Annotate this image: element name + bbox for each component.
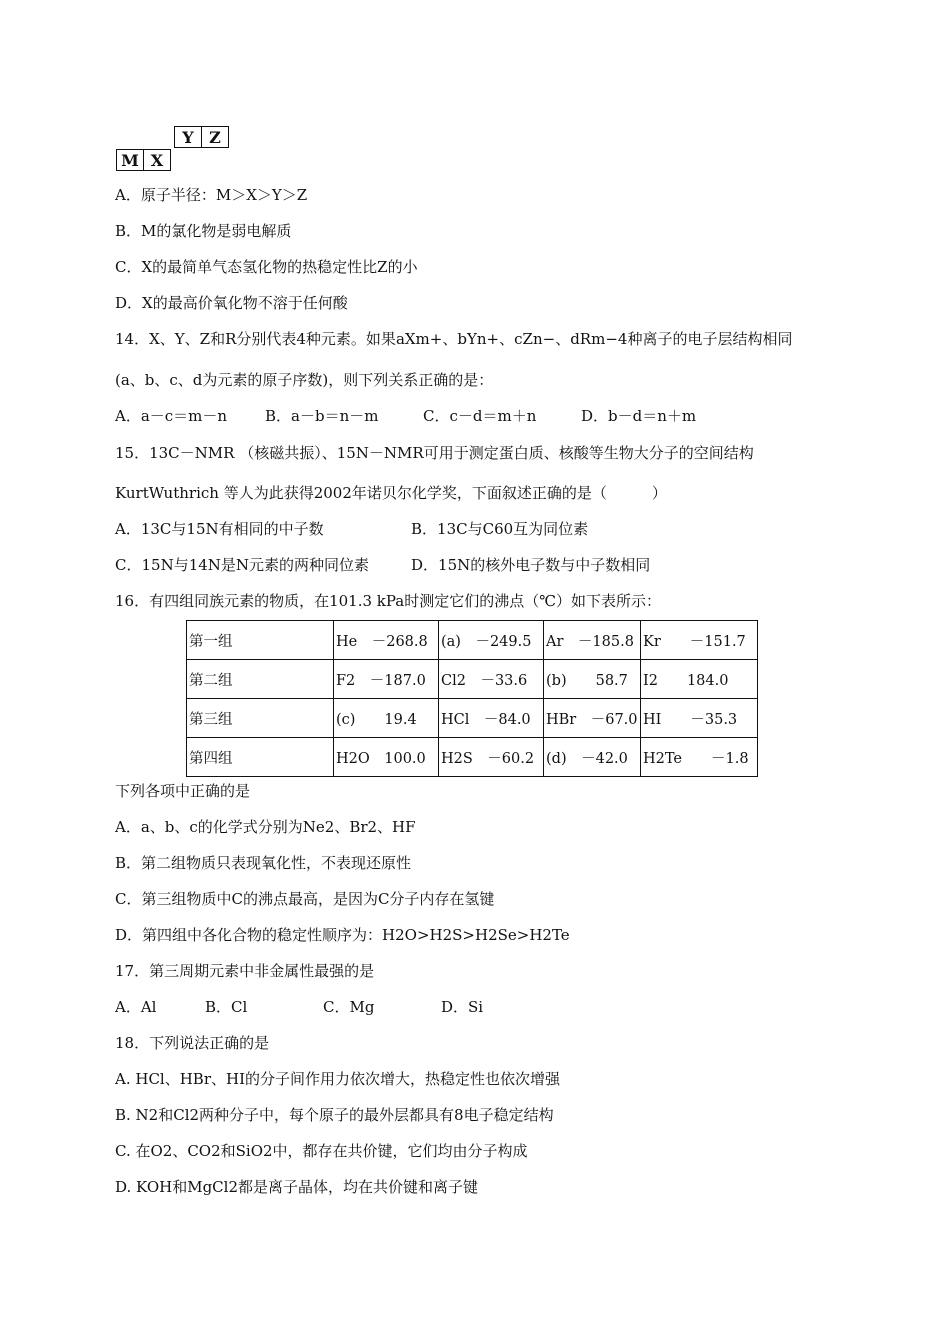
q14-stem-line2: (a、b、c、d为元素的原子序数)，则下列关系正确的是： <box>115 371 494 389</box>
table-cell: H2O 100.0 <box>334 738 439 777</box>
q13-option-a: A．原子半径：M＞X＞Y＞Z <box>115 186 308 204</box>
grid-cell-m: M <box>117 150 144 171</box>
table-cell: H2S －60.2 <box>439 738 544 777</box>
table-cell: HBr －67.0 <box>544 699 641 738</box>
table-cell: (a) －249.5 <box>439 621 544 660</box>
q14-option-d: D．b－d＝n＋m <box>581 407 697 425</box>
q14-ion: bYn+ <box>457 330 500 348</box>
table-cell: H2Te －1.8 <box>641 738 758 777</box>
table-cell: (d) －42.0 <box>544 738 641 777</box>
q18-option-b: B. N2和Cl2两种分子中，每个原子的最外层都具有8电子稳定结构 <box>115 1106 554 1124</box>
q16-stem: 16．有四组同族元素的物质，在101.3 kPa时测定它们的沸点（℃）如下表所示： <box>115 592 662 610</box>
q15-option-a: A．13C与15N有相同的中子数 <box>115 520 324 538</box>
table-cell: I2 184.0 <box>641 660 758 699</box>
q18-option-c: C. 在O2、CO2和SiO2中，都存在共价键，它们均由分子构成 <box>115 1142 528 1160</box>
q14-stem-start: 14．X、Y、Z和R分别代表4种元素。如果 <box>115 330 396 348</box>
table-row <box>187 660 758 699</box>
q17-option-c: C．Mg <box>323 998 375 1016</box>
q15-option-b: B．13C与C60互为同位素 <box>411 520 589 538</box>
q16-option-d: D．第四组中各化合物的稳定性顺序为：H2O>H2S>H2Se>H2Te <box>115 926 570 944</box>
table-row <box>187 738 758 777</box>
table-cell: Ar －185.8 <box>544 621 641 660</box>
q18-option-a: A. HCl、HBr、HI的分子间作用力依次增大，热稳定性也依次增强 <box>115 1070 561 1088</box>
grid-cell-x: X <box>144 150 171 171</box>
table-cell: HI －35.3 <box>641 699 758 738</box>
table-cell: Cl2 －33.6 <box>439 660 544 699</box>
q16-option-b: B．第二组物质只表现氧化性，不表现还原性 <box>115 854 412 872</box>
q14-ion: aXm+ <box>395 330 443 348</box>
table-cell: 第三组 <box>187 699 334 738</box>
q17-option-a: A．Al <box>115 998 157 1016</box>
q17-stem: 17．第三周期元素中非金属性最强的是 <box>115 962 375 980</box>
table-cell: HCl －84.0 <box>439 699 544 738</box>
q13-option-c: C．X的最简单气态氢化物的热稳定性比Z的小 <box>115 258 418 276</box>
table-row <box>187 699 758 738</box>
table-cell: Kr －151.7 <box>641 621 758 660</box>
q14-ion: dRm− <box>570 330 618 348</box>
table-cell: 第二组 <box>187 660 334 699</box>
q15-option-d: D．15N的核外电子数与中子数相同 <box>411 556 651 574</box>
q15-stem-line2: KurtWuthrich 等人为此获得2002年诺贝尔化学奖，下面叙述正确的是（ ） <box>115 484 667 502</box>
q14-stem <box>115 329 792 349</box>
element-grid-top <box>174 126 229 148</box>
q13-option-b: B．M的氯化物是弱电解质 <box>115 222 292 240</box>
q18-option-d: D. KOH和MgCl2都是离子晶体，均在共价键和离子键 <box>115 1178 478 1196</box>
q15-stem-line1: 15．13C－NMR （核磁共振）、15N－NMR可用于测定蛋白质、核酸等生物大分子的空间结构 <box>115 444 754 462</box>
element-grid-bottom <box>116 149 171 171</box>
q14-ion-list: aXm+、bYn+、cZn−、dRm− <box>395 330 618 348</box>
q17-option-d: D．Si <box>441 998 484 1016</box>
table-cell: F2 －187.0 <box>334 660 439 699</box>
boiling-point-table <box>186 620 758 777</box>
q15-option-c: C．15N与14N是N元素的两种同位素 <box>115 556 370 574</box>
q18-stem: 18．下列说法正确的是 <box>115 1034 270 1052</box>
grid-cell-y: Y <box>175 127 202 148</box>
table-cell: 第四组 <box>187 738 334 777</box>
table-cell: He －268.8 <box>334 621 439 660</box>
q14-stem-end: 4种离子的电子层结构相同 <box>617 330 793 348</box>
q14-option-c: C．c－d＝m＋n <box>423 407 537 425</box>
q14-ion: cZn− <box>514 330 556 348</box>
q16-prompt: 下列各项中正确的是 <box>115 782 251 800</box>
table-row <box>187 621 758 660</box>
table-cell: (b) 58.7 <box>544 660 641 699</box>
q14-option-a: A．a－c＝m－n <box>115 407 228 425</box>
table-cell: 第一组 <box>187 621 334 660</box>
q17-options <box>115 997 483 1017</box>
q15-options-ab <box>115 519 588 539</box>
table-cell: (c) 19.4 <box>334 699 439 738</box>
grid-cell-z: Z <box>202 127 229 148</box>
q17-option-b: B．Cl <box>205 998 248 1016</box>
q14-options <box>115 406 696 426</box>
q15-options-cd <box>115 555 650 575</box>
q13-option-d: D．X的最高价氧化物不溶于任何酸 <box>115 294 348 312</box>
q14-option-b: B．a－b＝n－m <box>265 407 379 425</box>
q16-option-c: C．第三组物质中C的沸点最高，是因为C分子内存在氢键 <box>115 890 495 908</box>
q16-option-a: A．a、b、c的化学式分别为Ne2、Br2、HF <box>115 818 416 836</box>
